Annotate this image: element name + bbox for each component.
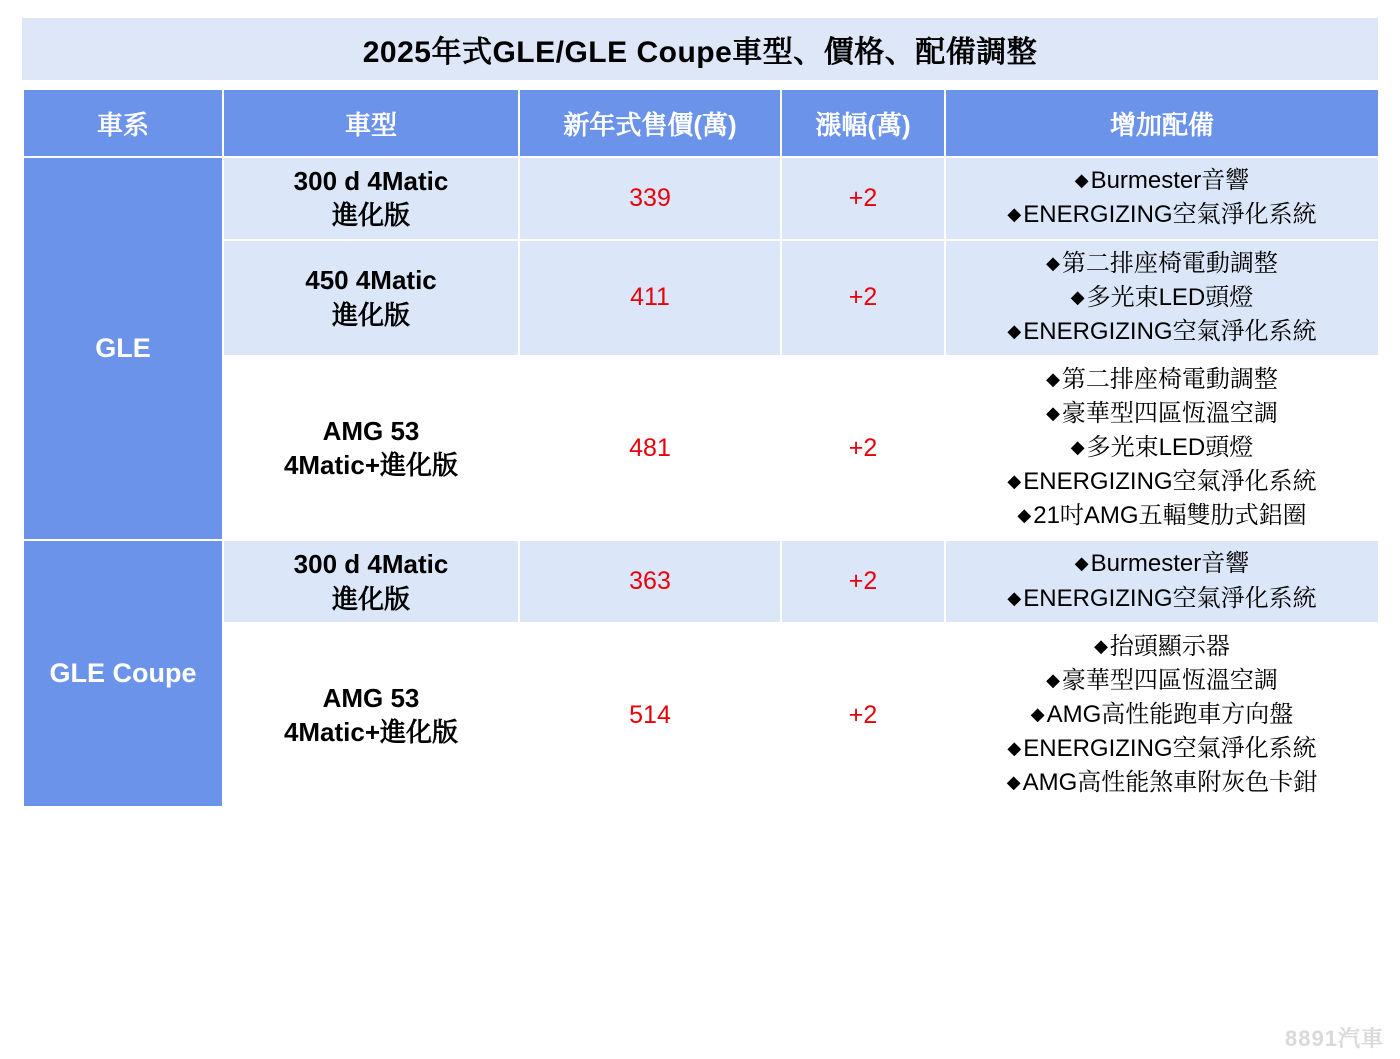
model-line: AMG 53 xyxy=(322,415,420,446)
equipment-label: 第二排座椅電動調整 xyxy=(1061,249,1278,277)
model-cell xyxy=(223,240,519,356)
equipment-item xyxy=(954,431,1370,465)
model-line: 進化版 xyxy=(331,200,410,231)
diamond-bullet-icon: ◆ xyxy=(1074,170,1089,191)
equipment-label: ENERGIZING空氣淨化系統 xyxy=(1023,317,1317,345)
delta-cell: +2 xyxy=(781,240,945,356)
equipment-label: 豪華型四區恆溫空調 xyxy=(1061,399,1278,427)
column-header-price: 新年式售價(萬) xyxy=(519,89,781,157)
diamond-bullet-icon: ◆ xyxy=(1017,505,1032,526)
model-line: 4Matic+進化版 xyxy=(283,717,459,748)
equipment-item xyxy=(954,582,1370,616)
equipment-cell xyxy=(945,157,1379,240)
series-cell: GLE xyxy=(23,157,223,540)
equipment-cell xyxy=(945,623,1379,807)
equipment-cell xyxy=(945,540,1379,623)
equipment-item xyxy=(954,664,1370,698)
equipment-label: AMG高性能跑車方向盤 xyxy=(1046,701,1294,729)
price-cell: 411 xyxy=(519,240,781,356)
equipment-label: 多光束LED頭燈 xyxy=(1086,283,1254,311)
model-cell xyxy=(223,356,519,540)
model-line: 4Matic+進化版 xyxy=(283,450,459,481)
price-cell: 514 xyxy=(519,623,781,807)
diamond-bullet-icon: ◆ xyxy=(1070,286,1085,307)
diamond-bullet-icon: ◆ xyxy=(1074,553,1089,574)
diamond-bullet-icon: ◆ xyxy=(1030,704,1045,725)
equipment-item xyxy=(954,465,1370,499)
equipment-label: Burmester音響 xyxy=(1090,550,1250,578)
model-cell xyxy=(223,623,519,807)
delta-cell: +2 xyxy=(781,356,945,540)
model-cell xyxy=(223,540,519,623)
delta-cell: +2 xyxy=(781,540,945,623)
diamond-bullet-icon: ◆ xyxy=(1046,402,1060,423)
equipment-label: 抬頭顯示器 xyxy=(1109,632,1230,660)
equipment-item xyxy=(954,164,1370,198)
diamond-bullet-icon: ◆ xyxy=(1046,252,1060,273)
diamond-bullet-icon: ◆ xyxy=(1094,635,1108,656)
table-row xyxy=(23,157,1379,240)
delta-cell: +2 xyxy=(781,623,945,807)
equipment-item xyxy=(954,247,1370,281)
watermark: 8891汽車 xyxy=(1285,1026,1384,1051)
equipment-label: ENERGIZING空氣淨化系統 xyxy=(1023,468,1317,496)
equipment-item xyxy=(954,315,1370,349)
price-cell: 481 xyxy=(519,356,781,540)
table-row xyxy=(23,623,1379,807)
equipment-label: 多光束LED頭燈 xyxy=(1086,434,1254,462)
table-row xyxy=(23,240,1379,356)
model-line: 300 d 4Matic xyxy=(293,166,449,196)
page-title: 2025年式GLE/GLE Coupe車型、價格、配備調整 xyxy=(362,36,1038,69)
model-line: 進化版 xyxy=(331,299,410,330)
equipment-item xyxy=(954,397,1370,431)
diamond-bullet-icon: ◆ xyxy=(1007,471,1022,492)
equipment-label: ENERGIZING空氣淨化系統 xyxy=(1023,201,1317,229)
equipment-item xyxy=(954,281,1370,315)
model-line: 450 4Matic xyxy=(305,265,437,296)
model-line: 進化版 xyxy=(331,583,410,614)
price-cell: 363 xyxy=(519,540,781,623)
equipment-item xyxy=(954,363,1370,397)
model-line: 300 d 4Matic xyxy=(293,549,449,580)
equipment-label: ENERGIZING空氣淨化系統 xyxy=(1023,584,1317,612)
spec-table xyxy=(22,88,1380,808)
table-row xyxy=(23,540,1379,623)
column-header-series: 車系 xyxy=(23,89,223,157)
diamond-bullet-icon: ◆ xyxy=(1007,738,1022,759)
series-cell: GLE Coupe xyxy=(23,540,223,807)
equipment-label: Burmester音響 xyxy=(1090,167,1250,195)
equipment-label: ENERGIZING空氣淨化系統 xyxy=(1023,735,1317,763)
equipment-cell xyxy=(945,240,1379,356)
equipment-item xyxy=(954,630,1370,664)
equipment-item xyxy=(954,732,1370,766)
header-row xyxy=(23,89,1379,157)
equipment-cell xyxy=(945,356,1379,540)
diamond-bullet-icon: ◆ xyxy=(1007,587,1022,608)
title-banner xyxy=(22,18,1378,80)
diamond-bullet-icon: ◆ xyxy=(1006,772,1021,793)
diamond-bullet-icon: ◆ xyxy=(1046,669,1060,690)
column-header-equipment: 增加配備 xyxy=(945,89,1379,157)
table-body xyxy=(23,157,1379,807)
equipment-item xyxy=(954,698,1370,732)
equipment-label: AMG高性能煞車附灰色卡鉗 xyxy=(1022,769,1318,797)
equipment-label: 第二排座椅電動調整 xyxy=(1061,365,1278,393)
model-cell xyxy=(223,157,519,240)
diamond-bullet-icon: ◆ xyxy=(1007,320,1022,341)
model-line: AMG 53 xyxy=(322,682,420,713)
diamond-bullet-icon: ◆ xyxy=(1007,204,1022,225)
diamond-bullet-icon: ◆ xyxy=(1070,437,1085,458)
equipment-label: 21吋AMG五輻雙肋式鋁圈 xyxy=(1033,502,1307,530)
price-cell: 339 xyxy=(519,157,781,240)
diamond-bullet-icon: ◆ xyxy=(1046,368,1060,389)
equipment-item xyxy=(954,198,1370,232)
table-row xyxy=(23,356,1379,540)
table-header xyxy=(23,89,1379,157)
equipment-item xyxy=(954,547,1370,581)
column-header-delta: 漲幅(萬) xyxy=(781,89,945,157)
equipment-item xyxy=(954,499,1370,533)
equipment-item xyxy=(954,766,1370,800)
column-header-model: 車型 xyxy=(223,89,519,157)
equipment-label: 豪華型四區恆溫空調 xyxy=(1061,666,1278,694)
delta-cell: +2 xyxy=(781,157,945,240)
